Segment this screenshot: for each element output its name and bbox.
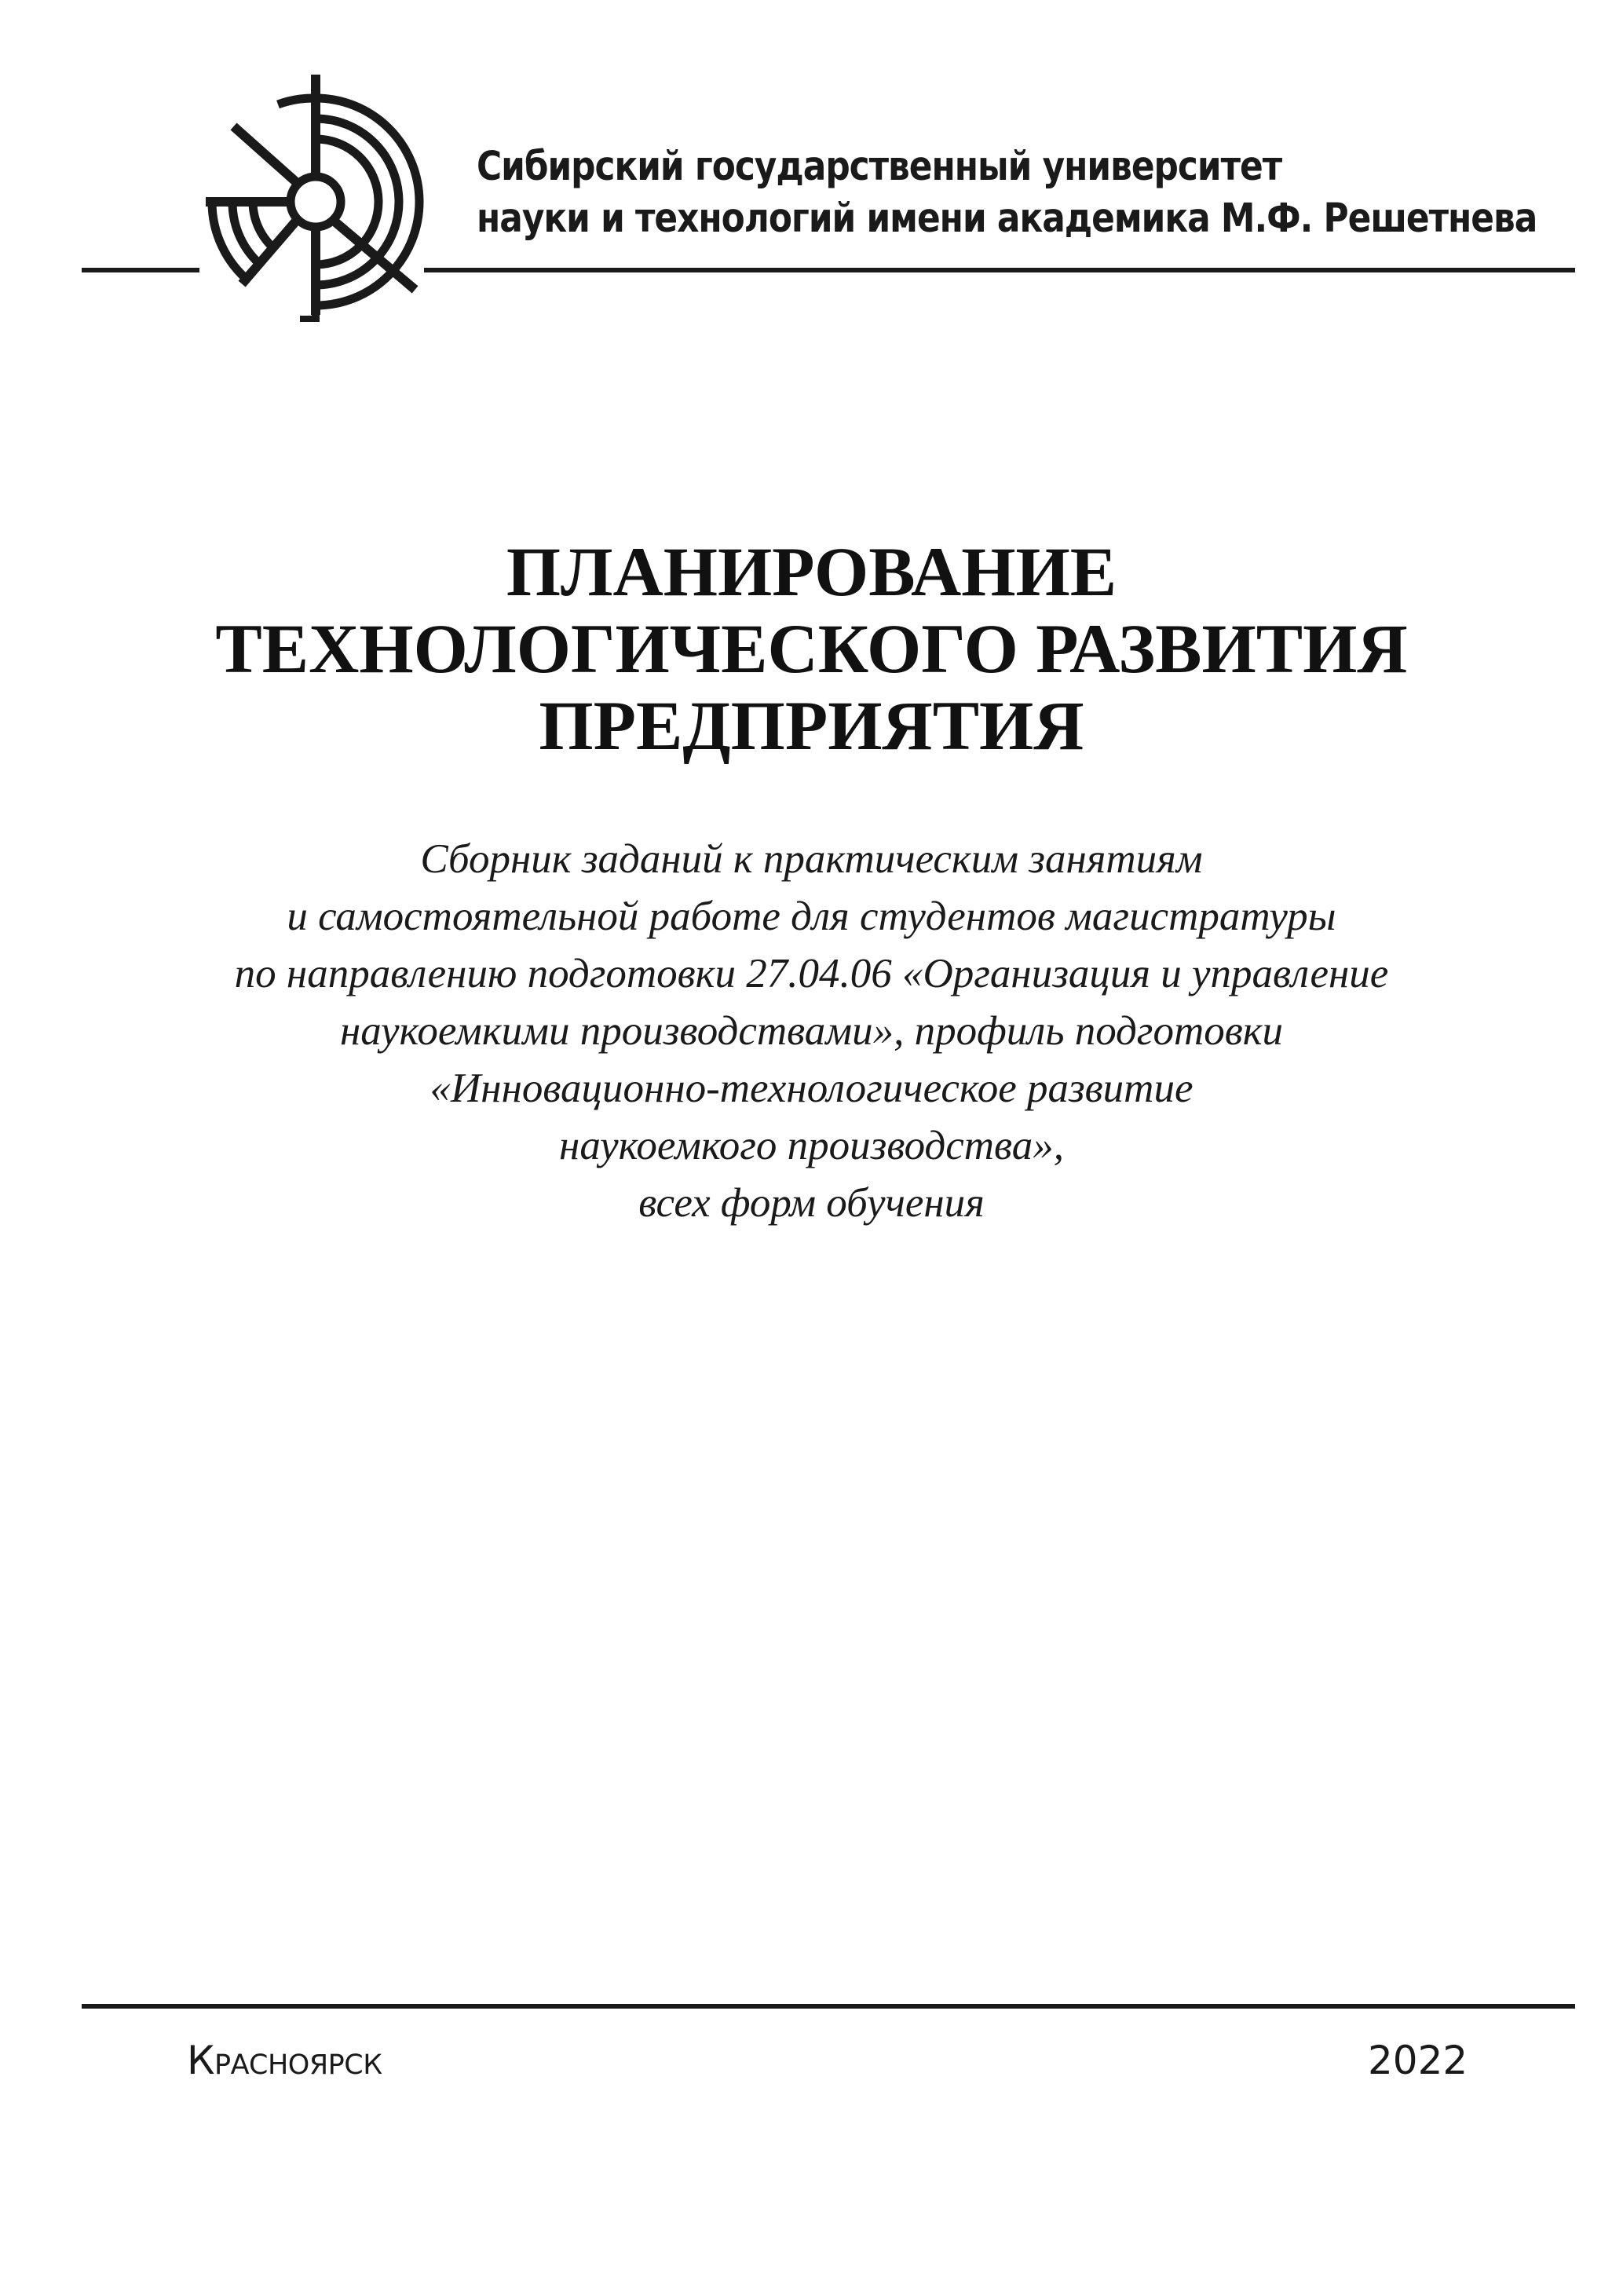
publication-city: Красноярск [187, 2038, 382, 2083]
subtitle-line-3: по направлению подготовки 27.04.06 «Организация и управление [234, 951, 1389, 996]
subtitle-line-1: Сборник заданий к практическим занятиям [420, 836, 1203, 882]
document-subtitle [0, 831, 1623, 1232]
title-line-3: ПРЕДПРИЯТИЯ [539, 688, 1084, 765]
subtitle-line-2: и самостоятельной работе для студентов магистратуры [287, 894, 1336, 939]
subtitle-line-7: всех форм обучения [638, 1180, 985, 1226]
subtitle-line-6: наукоемкого производства», [559, 1123, 1064, 1168]
header-divider-right [424, 268, 1575, 272]
university-name-line-1: Сибирский государственный университет [477, 144, 1282, 190]
header-divider-left [82, 268, 199, 272]
document-title [0, 534, 1623, 765]
subtitle-line-4: наукоемкими производствами», профиль подготовки [339, 1008, 1284, 1054]
title-line-2: ТЕХНОЛОГИЧЕСКОГО РАЗВИТИЯ [215, 611, 1408, 688]
footer-divider [82, 2004, 1575, 2009]
subtitle-line-5: «Инновационно-технологическое развитие [430, 1066, 1193, 1111]
university-name-line-2: науки и технологий имени академика М.Ф. Решетнева [477, 196, 1537, 242]
publication-year: 2022 [1368, 2038, 1468, 2083]
university-name [477, 141, 1592, 245]
title-line-1: ПЛАНИРОВАНИЕ [506, 534, 1117, 611]
university-emblem-icon [206, 75, 433, 322]
